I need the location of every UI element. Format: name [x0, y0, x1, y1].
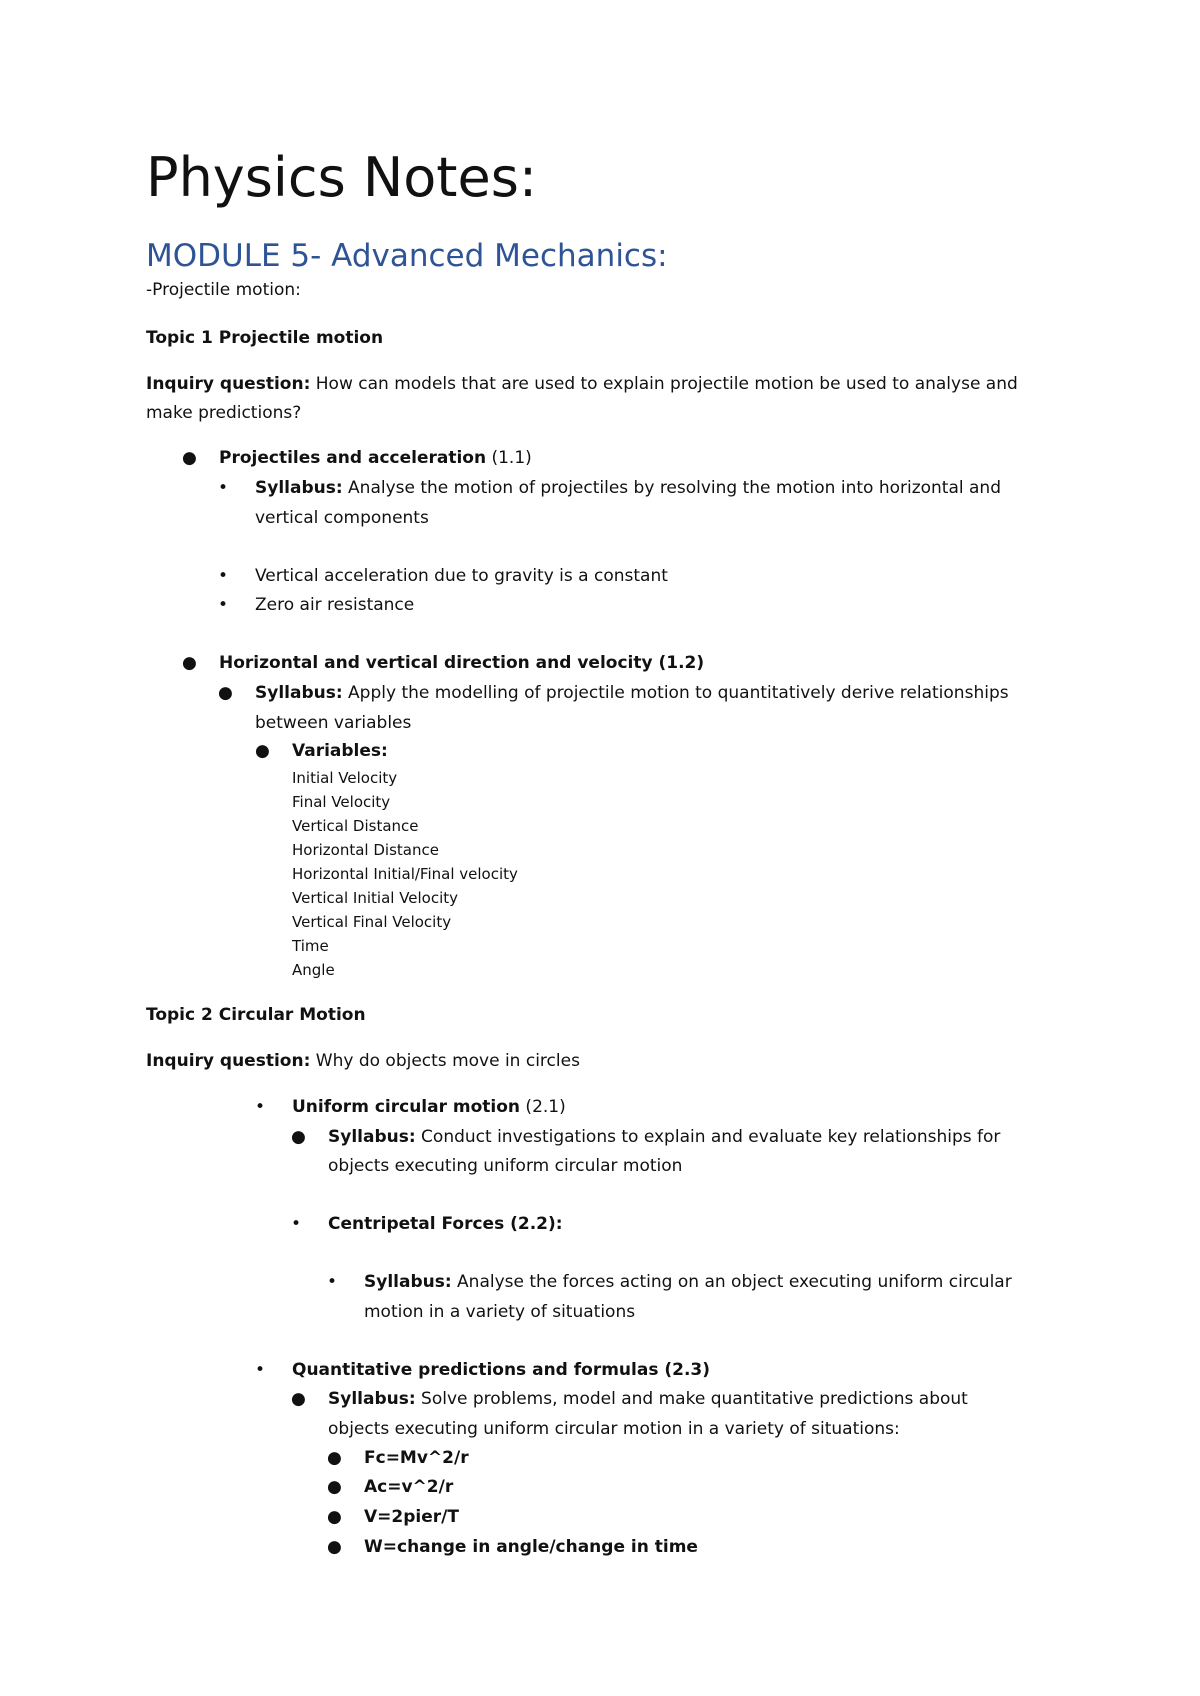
topic1-item1-syllabus-line1: [255, 476, 1001, 500]
topic2-item2-syllabus-line1: [364, 1270, 1012, 1294]
topic1-item1-label: Projectiles and acceleration: [219, 448, 487, 468]
bullet-icon: ●: [291, 1389, 306, 1409]
topic2-inquiry: [146, 1049, 580, 1073]
formula-item: Fc=Mv^2/r: [364, 1448, 469, 1468]
topic1-item2-label: Horizontal and vertical direction and velocity (1.2): [219, 653, 705, 673]
bullet-icon: •: [255, 1097, 266, 1117]
bullet-icon: •: [218, 595, 229, 615]
variables-label: Variables:: [292, 741, 388, 761]
bullet-icon: ●: [327, 1448, 342, 1468]
bullet-icon: ●: [291, 1127, 306, 1147]
topic2-item3-syllabus-line1: [328, 1387, 968, 1411]
topic1-inquiry-text: How can models that are used to explain projectile motion be used to analyse and: [310, 374, 1018, 394]
variable-item: Horizontal Initial/Final velocity: [292, 865, 518, 883]
module-heading: MODULE 5- Advanced Mechanics:: [146, 238, 668, 274]
topic2-item3-syllabus-line2: objects executing uniform circular motion in a variety of situations:: [328, 1419, 900, 1439]
formula-item: Ac=v^2/r: [364, 1477, 454, 1497]
topic2-item2-syllabus-line2: motion in a variety of situations: [364, 1302, 636, 1322]
subtitle: -Projectile motion:: [146, 280, 301, 300]
topic1-item1-ref: (1.1): [486, 448, 532, 468]
bullet-icon: ●: [327, 1507, 342, 1527]
topic2-inquiry-text: Why do objects move in circles: [310, 1051, 580, 1071]
bullet-icon: ●: [327, 1537, 342, 1557]
variable-item: Vertical Distance: [292, 817, 419, 835]
syllabus-text: Solve problems, model and make quantitative predictions about: [415, 1389, 968, 1409]
topic2-item1-label: Uniform circular motion: [292, 1097, 521, 1117]
topic1-item2-syllabus-line1: [255, 681, 1009, 705]
bullet-icon: ●: [182, 653, 197, 673]
topic2-item1: [292, 1095, 566, 1119]
bullet-icon: •: [255, 1360, 266, 1380]
formula-item: W=change in angle/change in time: [364, 1537, 698, 1557]
topic1-point: Zero air resistance: [255, 595, 415, 615]
syllabus-label: Syllabus:: [364, 1272, 452, 1292]
bullet-icon: •: [218, 478, 229, 498]
bullet-icon: •: [291, 1214, 302, 1234]
page-title: Physics Notes:: [146, 146, 538, 209]
topic2-item1-ref: (2.1): [520, 1097, 566, 1117]
syllabus-label: Syllabus:: [255, 683, 343, 703]
syllabus-text: Apply the modelling of projectile motion to quantitatively derive relationships: [342, 683, 1009, 703]
bullet-icon: •: [327, 1272, 338, 1292]
syllabus-text: Analyse the motion of projectiles by resolving the motion into horizontal and: [342, 478, 1002, 498]
topic1-heading: Topic 1 Projectile motion: [146, 328, 384, 348]
variable-item: Vertical Initial Velocity: [292, 889, 459, 907]
bullet-icon: ●: [255, 741, 270, 761]
topic2-item1-syllabus-line2: objects executing uniform circular motion: [328, 1156, 683, 1176]
topic1-inquiry-label: Inquiry question:: [146, 374, 311, 394]
topic1-point: Vertical acceleration due to gravity is a constant: [255, 566, 668, 586]
topic1-item2-syllabus-line2: between variables: [255, 713, 412, 733]
topic2-inquiry-label: Inquiry question:: [146, 1051, 311, 1071]
variable-item: Time: [292, 937, 329, 955]
topic1-item1-syllabus-line2: vertical components: [255, 508, 429, 528]
syllabus-label: Syllabus:: [255, 478, 343, 498]
variable-item: Angle: [292, 961, 335, 979]
bullet-icon: ●: [218, 683, 233, 703]
topic1-inquiry-line1: [146, 372, 1018, 396]
bullet-icon: ●: [327, 1477, 342, 1497]
syllabus-text: Conduct investigations to explain and evaluate key relationships for: [415, 1127, 1001, 1147]
variable-item: Initial Velocity: [292, 769, 398, 787]
variable-item: Horizontal Distance: [292, 841, 439, 859]
bullet-icon: ●: [182, 448, 197, 468]
variable-item: Vertical Final Velocity: [292, 913, 452, 931]
topic2-item3-label: Quantitative predictions and formulas (2.3): [292, 1360, 711, 1380]
bullet-icon: •: [218, 566, 229, 586]
topic1-inquiry-line2: make predictions?: [146, 403, 302, 423]
syllabus-text: Analyse the forces acting on an object executing uniform circular: [451, 1272, 1012, 1292]
syllabus-label: Syllabus:: [328, 1127, 416, 1147]
syllabus-label: Syllabus:: [328, 1389, 416, 1409]
formula-item: V=2pier/T: [364, 1507, 459, 1527]
topic2-heading: Topic 2 Circular Motion: [146, 1005, 366, 1025]
topic2-item1-syllabus-line1: [328, 1125, 1000, 1149]
topic2-item2-label: Centripetal Forces (2.2):: [328, 1214, 563, 1234]
variable-item: Final Velocity: [292, 793, 391, 811]
topic1-item1: [219, 446, 532, 470]
